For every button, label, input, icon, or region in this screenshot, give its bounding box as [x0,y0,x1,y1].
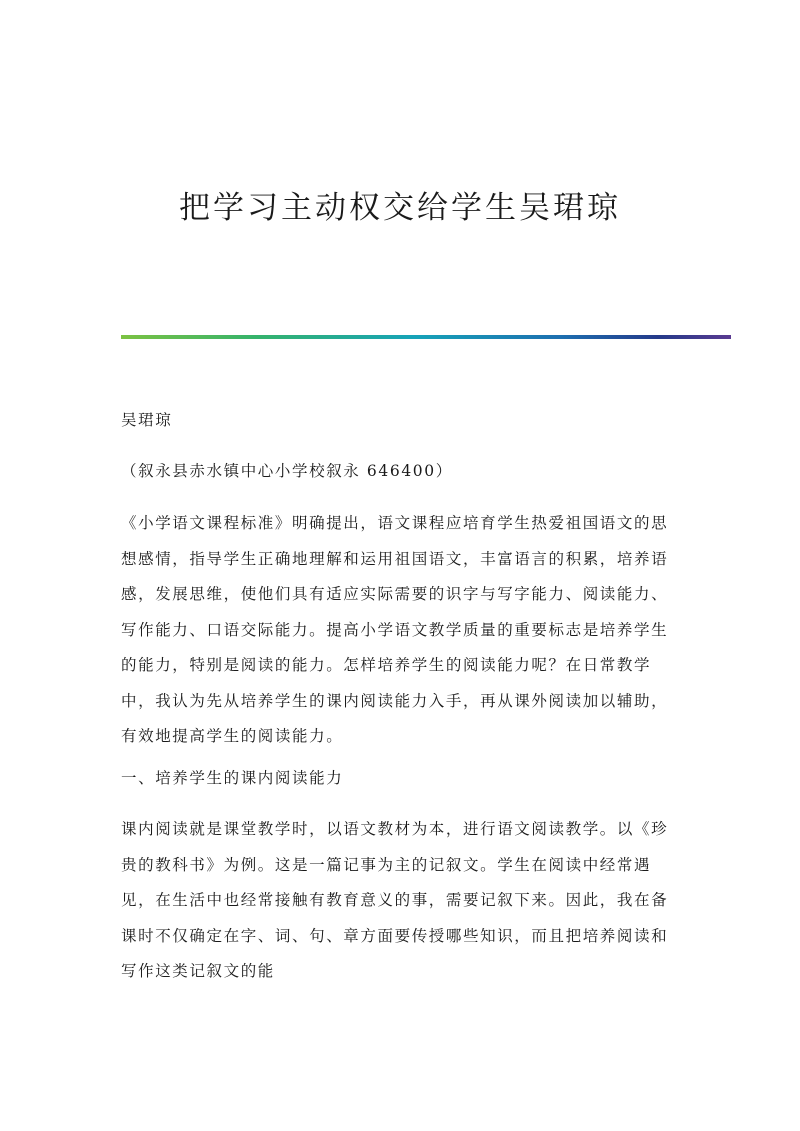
author-name: 吴珺琼 [121,411,173,429]
document-title: 把学习主动权交给学生吴珺琼 [179,190,621,226]
author-affiliation: （叙永县赤水镇中心小学校叙永 646400） [121,462,453,480]
section-heading: 一、培养学生的课内阅读能力 [121,769,344,787]
title-divider [121,335,731,339]
body-paragraph-intro: 《小学语文课程标准》明确提出，语文课程应培育学生热爱祖国语文的思想感情，指导学生正确地理解和运用祖国语文，丰富语言的积累，培养语感，发展思维，使他们具有适应实际需要的识字与写字能力、阅读能力、写作能力、口语交际能力。提高小学语文教学质量的重要标志是培养学生的能力，特别是阅读的能力。怎样培养学生的阅读能力呢？在日常教学中，我认为先从培养学生的课内阅读能力入手，再从课外阅读加以辅助，有效地提高学生的阅读能力。 [121,514,669,745]
body-paragraph-section-1: 课内阅读就是课堂教学时，以语文教材为本，进行语文阅读教学。以《珍贵的教科书》为例。这是一篇记事为主的记叙文。学生在阅读中经常遇见，在生活中也经常接触有教育意义的事，需要记叙下来。因此，我在备课时不仅确定在字、词、句、章方面要传授哪些知识，而且把培养阅读和写作这类记叙文的能 [121,820,669,980]
